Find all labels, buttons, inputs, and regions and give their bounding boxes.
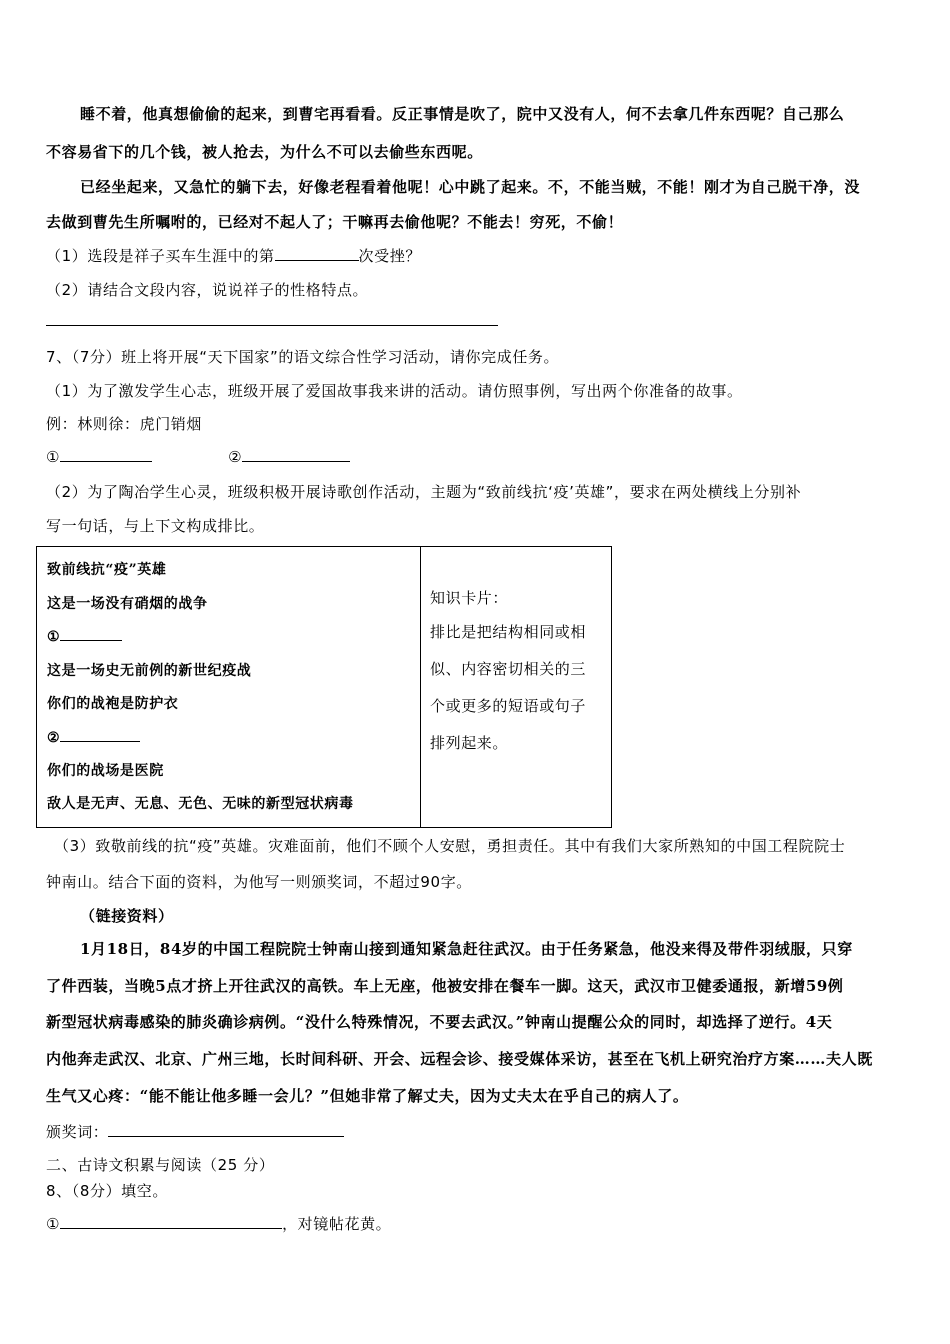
section-heading: 二、古诗文积累与阅读（25 分） [46,1156,275,1174]
table-divider [420,547,421,827]
question-7-title: 7、（7分）班上将开展“天下国家”的语文综合性学习活动，请你完成任务。 [46,348,560,366]
question-7-2: （2）为了陶冶学生心灵，班级积极开展诗歌创作活动，主题为“致前线抗‘疫’英雄”，要求在两处横线上分别补 [46,483,802,501]
poem-line: 你们的战场是医院 [47,763,164,779]
poem-fill-blank[interactable] [60,1214,282,1229]
poem-line: 这是一场没有硝烟的战争 [47,596,208,612]
poem-blank-row-2: ② [47,727,140,746]
story-blank-2[interactable] [242,447,350,462]
card-title: 知识卡片： [430,589,509,607]
award-row: 颁奖词： [46,1121,344,1142]
poem-blank-1[interactable] [60,626,122,641]
poem-blank-row-1: ① [47,626,122,645]
passage-line: 已经坐起来，又急忙的躺下去，好像老程看着他呢！心中跳了起来。不，不能当贼，不能！刚才为自己脱干净，没 [80,178,861,196]
material-line: 生气又心疼：“能不能让他多睡一会儿？”但她非常了解丈夫，因为丈夫太在乎自己的病人了。 [46,1087,689,1105]
question-7-1: （1）为了激发学生心志，班级开展了爱国故事我来讲的活动。请仿照事例，写出两个你准备的故事。 [46,382,743,400]
passage-line: 去做到曹先生所嘱咐的，已经对不起人了；干嘛再去偷他呢？不能去！穷死，不偷！ [46,213,624,231]
passage-line: 睡不着，他真想偷偷的起来，到曹宅再看看。反正事情是吹了，院中又没有人，何不去拿几件东西呢？自己那么 [80,105,845,123]
answer-blank[interactable] [275,246,359,261]
question-7-3: （3）致敬前线的抗“疫”英雄。灾难面前，他们不顾个人安慰，勇担责任。其中有我们大家所熟知的中国工程院院士 [54,837,846,855]
award-blank[interactable] [108,1122,344,1137]
card-line: 似、内容密切相关的三 [430,660,587,678]
poem-line: 这是一场史无前例的新世纪疫战 [47,663,252,679]
card-line: 个或更多的短语或句子 [430,697,587,715]
question-8-title: 8、（8分）填空。 [46,1182,168,1200]
card-line: 排比是把结构相同或相 [430,623,587,641]
poem-line: 敌人是无声、无息、无色、无味的新型冠状病毒 [47,796,354,812]
question-8-row: ① ，对镜帖花黄。 [46,1215,392,1233]
answer-line[interactable] [46,325,498,326]
story-blanks: ① ② [46,447,350,466]
example-text: 例：林则徐：虎门销烟 [46,415,203,433]
poem-line: 你们的战袍是防护衣 [47,696,179,712]
poem-table [36,546,612,828]
material-line: 1月18日，84岁的中国工程院院士钟南山接到通知紧急赶往武汉。由于任务紧急，他没来得及带件羽绒服，只穿 [80,940,853,958]
material-line: 新型冠状病毒感染的肺炎确诊病例。“没什么特殊情况，不要去武汉。”钟南山提醒公众的同时，却选择了逆行。4天 [46,1013,833,1031]
question-7-2-cont: 写一句话，与上下文构成排比。 [46,517,265,535]
passage-line: 不容易省下的几个钱，被人抢去，为什么不可以去偷些东西呢。 [46,143,483,161]
poem-title: 致前线抗“疫”英雄 [47,562,167,578]
link-title: （链接资料） [80,907,174,925]
poem-blank-2[interactable] [60,727,140,742]
story-blank-1[interactable] [60,447,152,462]
question-7-3-cont: 钟南山。结合下面的资料，为他写一则颁奖词，不超过90字。 [46,873,472,891]
material-line: 了件西装，当晚5点才挤上开往武汉的高铁。车上无座，他被安排在餐车一脚。这天，武汉市卫健委通报，新增59例 [46,977,844,995]
card-line: 排列起来。 [430,734,509,752]
question-6-1: （1）选段是祥子买车生涯中的第 次受挫？ [46,247,421,265]
question-6-2: （2）请结合文段内容，说说祥子的性格特点。 [46,281,369,299]
material-line: 内他奔走武汉、北京、广州三地，长时间科研、开会、远程会诊、接受媒体采访，甚至在飞机上研究治疗方案……夫人既 [46,1050,873,1068]
